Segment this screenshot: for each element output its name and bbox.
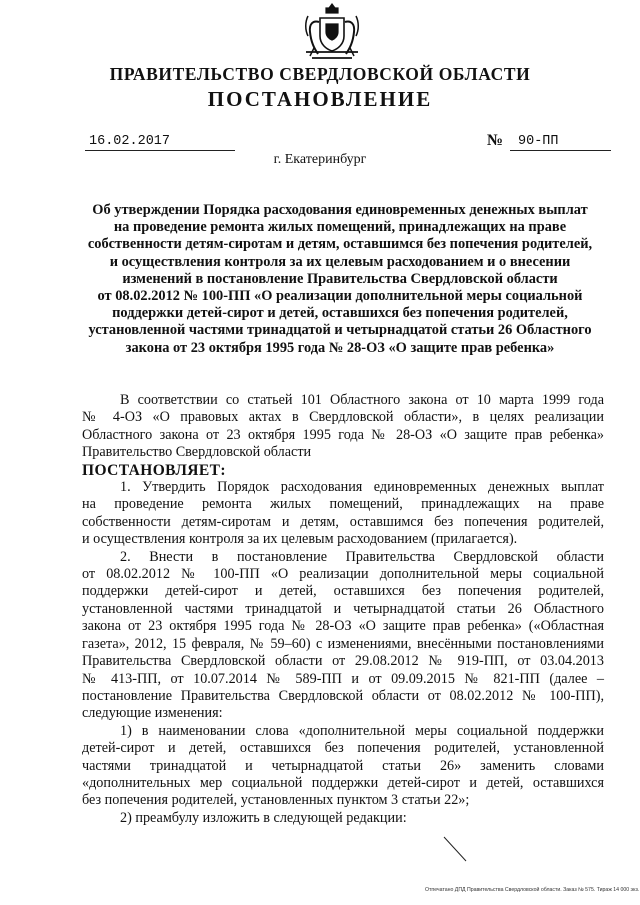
number-label: № <box>487 132 504 149</box>
title-line: изменений в постановление Правительства Свердловской области <box>122 270 558 287</box>
body-line: от 08.02.2012 № 100-ПП «О реализации дополнительной меры социальной <box>82 566 604 583</box>
title-line: поддержки детей-сирот и детей, оставшихся без попечения родителей, <box>112 305 568 322</box>
body-line: «дополнительных мер социальной поддержки детей-сирот и детей, оставшихся <box>82 774 604 791</box>
body-line: следующие изменения: <box>82 705 223 722</box>
body-line: постановление Правительства Свердловской области от 08.02.2012 № 100-ПП), <box>82 687 604 704</box>
body-line: 1. Утвердить Порядок расходования единовременных денежных выплат <box>120 479 604 496</box>
body-line: установленной частями тринадцатой и четырнадцатой статьи 26 Областного <box>82 600 604 617</box>
title-line: Об утверждении Порядка расходования единовременных денежных выплат <box>92 202 588 218</box>
title-line: на проведение ремонта жилых помещений, принадлежащих на праве <box>113 219 567 236</box>
document-date: 16.02.2017 <box>85 133 235 151</box>
document-type: ПОСТАНОВЛЕНИЕ <box>207 87 433 111</box>
body-line: частями тринадцатой и четырнадцатой статьи 26» заменить словами <box>82 757 604 774</box>
document-number: 90-ПП <box>510 133 611 151</box>
body-line: газета», 2012, 15 февраля, № 59–60) с изменениями, внесёнными постановлениями <box>82 635 604 652</box>
print-footer: Отпечатано ДПД Правительства Свердловской области. Заказ № 575. Тираж 14 000 экз. <box>425 887 640 893</box>
body-line: В соответствии со статьей 101 Областного закона от 10 марта 1999 года <box>120 392 604 408</box>
body-line: детей-сирот и детей, оставшихся без попечения родителей, установленной <box>82 740 604 757</box>
government-name: ПРАВИТЕЛЬСТВО СВЕРДЛОВСКОЙ ОБЛАСТИ <box>109 64 531 84</box>
body-line: Правительство Свердловской области <box>82 444 312 461</box>
title-line: установленной частями тринадцатой и четырнадцатой статьи 26 Областного <box>88 322 592 339</box>
body-line: Областного закона от 23 октября 1995 года № 28-ОЗ «О защите прав ребенка» <box>82 426 604 443</box>
body-line: без попечения родителей, установленных пунктом 3 статьи 22»; <box>82 792 470 809</box>
body-line: 2. Внести в постановление Правительства Свердловской области <box>120 548 604 565</box>
body-line: 1) в наименовании слова «дополнительной меры социальной поддержки <box>120 722 604 739</box>
title-line: и осуществления контроля за их целевым расходованием и о внесении <box>109 253 571 270</box>
coat-of-arms-emblem <box>302 2 362 64</box>
body-line: закона от 23 октября 1995 года № 28-ОЗ «О защите прав ребенка» («Областная <box>82 618 604 635</box>
resolves-heading: ПОСТАНОВЛЯЕТ: <box>82 461 226 479</box>
title-line: собственности детям-сиротам и детям, оставшимся без попечения родителей, <box>87 236 593 253</box>
body-line: № 413-ПП, от 10.07.2014 № 589-ПП и от 09.09.2015 № 821-ПП (далее – <box>82 670 604 687</box>
body-line: Правительства Свердловской области от 29.08.2012 № 919-ПП, от 03.04.2013 <box>82 653 604 670</box>
document-body <box>82 392 604 827</box>
pen-mark <box>442 835 468 863</box>
body-line: и осуществления контроля за их целевым расходованием (прилагается). <box>82 531 518 548</box>
body-line: 2) преамбулу изложить в следующей редакции: <box>120 809 407 826</box>
title-line: закона от 23 октября 1995 года № 28-ОЗ «О защите прав ребенка» <box>125 339 555 356</box>
document-title <box>78 202 602 357</box>
body-line: поддержки детей-сирот и детей, оставшихся без попечения родителей, <box>82 583 604 600</box>
city: г. Екатеринбург <box>273 152 367 167</box>
body-line: собственности детям-сиротам и детям, оставшимся без попечения родителей, <box>82 513 604 530</box>
body-line: на проведение ремонта жилых помещений, принадлежащих на праве <box>82 496 604 513</box>
title-line: от 08.02.2012 № 100-ПП «О реализации дополнительной меры социальной <box>97 288 583 305</box>
body-line: № 4-ОЗ «О правовых актах в Свердловской области», в целях реализации <box>82 409 604 426</box>
